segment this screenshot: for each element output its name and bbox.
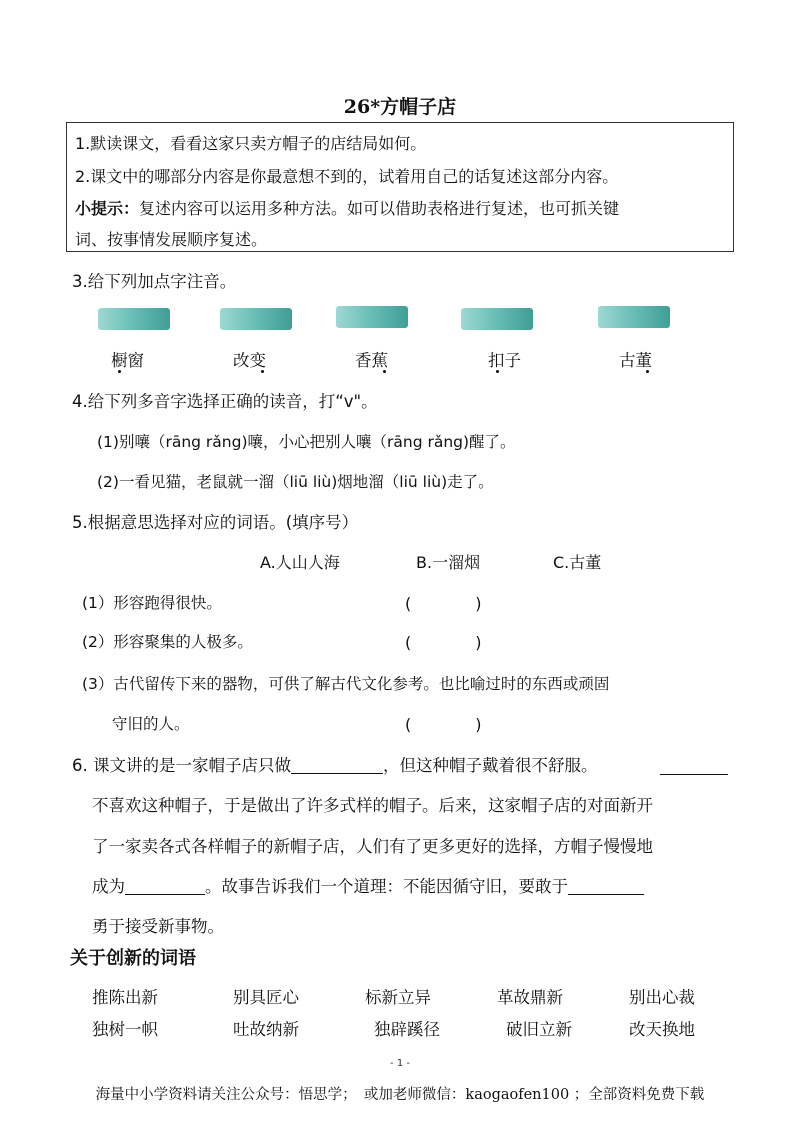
- q5-heading: 5.根据意思选择对应的词语。(填序号）: [72, 513, 359, 532]
- q6-text-1a: 6. 课文讲的是一家帽子店只做: [72, 756, 291, 775]
- idiom-9: 破旧立新: [506, 1020, 572, 1039]
- idiom-6: 独树一帜: [92, 1020, 158, 1039]
- q5-item-3b: 守旧的人。: [112, 715, 190, 733]
- word-5: 古董: [619, 351, 652, 370]
- word-4: 扣子: [488, 351, 521, 370]
- idioms-title: 关于创新的词语: [70, 948, 196, 969]
- q5-item-3a: (3）古代留传下来的器物，可供了解古代文化参考。也比喻过时的东西或顽固: [82, 675, 610, 693]
- page-number: - 1 -: [390, 1058, 410, 1069]
- q6-text-4b: 。故事告诉我们一个道理：不能因循守旧，要敢于: [205, 877, 568, 896]
- q6-line-4: [92, 873, 644, 897]
- instruction-1: 1.默读课文，看看这家只卖方帽子的店结局如何。: [75, 134, 427, 153]
- tip-text: 复述内容可以运用多种方法。如可以借助表格进行复述，也可抓关键: [139, 199, 620, 218]
- emphasis-dot: [646, 370, 649, 373]
- emphasis-dot: [383, 370, 386, 373]
- q6-line-1: [72, 752, 598, 776]
- word-2: 改变: [233, 351, 266, 370]
- option-c: C.古董: [553, 553, 602, 572]
- footer-note: 海量中小学资料请关注公众号：悟思学； 或加老师微信：kaogaofen100 ；全部资料免费下载: [95, 1087, 705, 1103]
- idiom-8: 独辟蹊径: [374, 1020, 440, 1039]
- word-1: 橱窗: [111, 351, 144, 370]
- answer-paren-2[interactable]: ( ): [405, 633, 482, 652]
- fill-blank-1[interactable]: [291, 755, 383, 774]
- q4-item-1: (1)别嚷（rāng rǎng)嚷，小心把别人嚷（rāng rǎng)醒了。: [97, 433, 516, 451]
- q4-item-2: (2)一看见猫，老鼠就一溜（liū liù)烟地溜（liū liù)走了。: [97, 473, 494, 491]
- tip-line-2: 词、按事情发展顺序复述。: [75, 230, 268, 249]
- q4-heading: 4.给下列多音字选择正确的读音，打“v"。: [72, 392, 378, 411]
- fill-blank-4[interactable]: [568, 876, 644, 895]
- idiom-7: 吐故纳新: [233, 1020, 299, 1039]
- answer-box-5[interactable]: [598, 306, 670, 328]
- emphasis-dot: [118, 370, 121, 373]
- idiom-4: 革故鼎新: [497, 988, 563, 1007]
- q6-line-5: 勇于接受新事物。: [92, 917, 224, 936]
- idiom-1: 推陈出新: [92, 988, 158, 1007]
- q6-line-2: 不喜欢这种帽子，于是做出了许多式样的帽子。后来，这家帽子店的对面新开: [92, 796, 653, 815]
- idiom-3: 标新立异: [365, 988, 431, 1007]
- option-a: A.人山人海: [260, 553, 340, 572]
- q3-heading: 3.给下列加点字注音。: [72, 272, 237, 291]
- idiom-2: 别具匠心: [233, 988, 299, 1007]
- instructions-box: [66, 122, 734, 252]
- idiom-10: 改天换地: [629, 1020, 695, 1039]
- answer-box-1[interactable]: [98, 308, 170, 330]
- fill-blank-3[interactable]: [125, 876, 205, 895]
- emphasis-dot: [261, 370, 264, 373]
- idiom-5: 别出心裁: [629, 988, 695, 1007]
- answer-paren-1[interactable]: ( ): [405, 594, 482, 613]
- emphasis-dot: [496, 370, 499, 373]
- answer-box-4[interactable]: [461, 308, 533, 330]
- option-b: B.一溜烟: [416, 553, 481, 572]
- q6-text-4a: 成为: [92, 877, 125, 896]
- q5-item-2: (2）形容聚集的人极多。: [82, 633, 253, 651]
- tip-label: 小提示：: [75, 199, 140, 218]
- answer-box-2[interactable]: [220, 308, 292, 330]
- q6-line-3: 了一家卖各式各样帽子的新帽子店，人们有了更多更好的选择，方帽子慢慢地: [92, 837, 653, 856]
- instruction-2: 2.课文中的哪部分内容是你最意想不到的，试着用自己的话复述这部分内容。: [75, 167, 619, 186]
- answer-box-3[interactable]: [336, 306, 408, 328]
- q5-item-1: (1）形容跑得很快。: [82, 594, 222, 612]
- answer-paren-3[interactable]: ( ): [405, 715, 482, 734]
- fill-blank-2[interactable]: [660, 756, 728, 775]
- tip-line: [75, 196, 619, 219]
- word-3: 香蕉: [355, 351, 388, 370]
- page-title: 26*方帽子店: [343, 96, 457, 118]
- q6-text-1b: ，但这种帽子戴着很不舒服。: [383, 756, 598, 775]
